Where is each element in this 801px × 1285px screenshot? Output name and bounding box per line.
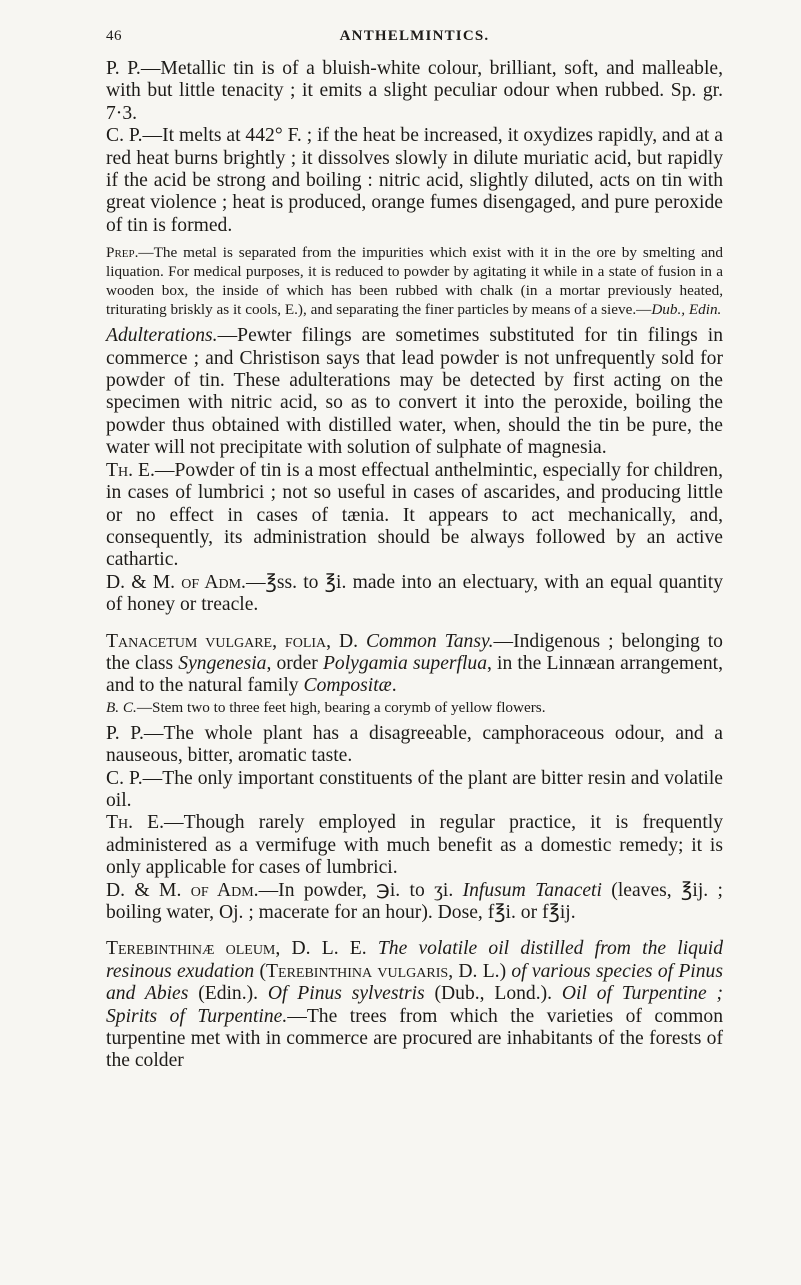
bc-label: B. C. [106, 698, 137, 716]
paragraph-tin-chemical-properties: C. P.—It melts at 442° F. ; if the heat be increased, it oxydizes rapidly, and at a red heat burns brightly ; it dissolves slowly in dilute muriatic acid, but rapidly if the acid be strong and boiling : nitric acid, slightly diluted, acts on tin with great violence ; heat is produced, orange fumes disengaged, and pure peroxide of tin is formed. [106, 125, 723, 236]
tanacetum-text: , in the Linnæan arrangement, and to the natural family [106, 652, 723, 697]
th2-label: Th. E. [106, 812, 165, 834]
bc-text: —Stem two to three feet high, bearing a corymb of yellow flowers. [136, 698, 546, 716]
ter-italic: Of Pinus sylvestris [267, 983, 425, 1005]
paragraph-terebinthinae [106, 938, 723, 1072]
ter-italic: of various species of [511, 960, 674, 982]
tanacetum-class: Syngenesia [178, 652, 267, 674]
paragraph-tanacetum [106, 631, 723, 698]
th-text: —Powder of tin is a most effectual anthelmintic, especially for children, in cases of lumbrici ; not so useful in cases of ascarides, and producing little or no effect in cases of tænia. It appears to act mechanically, and, consequently, its administration should be always followed by an active cathartic. [106, 459, 723, 571]
tanacetum-text: , order [266, 652, 323, 674]
dm2-text: (leaves, ℥ij. ; boiling water, Oj. ; macerate for an hour). Dose, f℥i. or f℥ij. [106, 879, 723, 923]
tanacetum-common-name: Common Tansy. [365, 630, 494, 652]
prep-source: Dub., Edin. [651, 301, 722, 319]
running-title: ANTHELMINTICS. [339, 28, 490, 44]
ter-text: (Dub., Lond.). [424, 983, 562, 1005]
paragraph-tansy-dose [106, 880, 723, 925]
ter-italic: Oil of Turpentine ; Spirits of Turpentine. [106, 983, 723, 1027]
ter-text: , D. L.) [448, 960, 512, 982]
tanacetum-order: Polygamia superflua [322, 652, 488, 674]
tanacetum-text: —Indigenous ; belonging to the class [106, 630, 723, 674]
ter-text: ( [254, 960, 267, 982]
paragraph-tansy-chemical-properties: C. P.—The only important constituents of the plant are bitter resin and volatile oil. [106, 767, 723, 811]
paragraph-dose [106, 572, 723, 617]
ter-italic: Pinus and Abies [106, 960, 723, 1005]
paragraph-adulterations [106, 325, 723, 459]
th-label: Th. E. [106, 459, 155, 481]
dm2-label: D. & M. of Adm. [106, 879, 259, 901]
paragraph-therapeutic-effects [106, 460, 723, 572]
paragraph-tansy-physical-properties: P. P.—The whole plant has a disagreeable, camphoraceous odour, and a nauseous, bitter, aromatic taste. [106, 722, 723, 767]
terebinthinae-heading: Terebinthinæ oleum, D. L. E. [106, 938, 367, 960]
adulterations-text: —Pewter filings are sometimes substituted for tin filings in commerce ; and Christison says that lead powder is not unfrequently sold for powder of tin. These adulterations may be detected by first acting on the specimen with nitric acid, so as to convert it into the peroxide, boiling the powder thus obtained with distilled water, when, should the tin be pure, the water will not precipitate with solution of sulphate of magnesia. [106, 325, 723, 459]
tanacetum-text: . [391, 675, 397, 697]
terebinthina-vulgaris: Terebinthina vulgaris [266, 960, 449, 982]
dm-text: —℥ss. to ℥i. made into an electuary, with an equal quantity of honey or treacle. [106, 571, 723, 616]
prep-text: —The metal is separated from the impurities which exist with it in the ore by smelting and liquation. For medical purposes, it is reduced to powder by agitating it while in a state of fusion in a wooden box, the inside of which has been rubbed with chalk (in a mortar previously heated, triturating briskly as it cools, E.), and separating the finer particles by means of a sieve.— [106, 244, 723, 319]
page-number: 46 [106, 28, 122, 44]
paragraph-tansy-therapeutic-effects [106, 812, 723, 879]
paragraph-preparation [106, 243, 723, 319]
tanacetum-family: Compositæ [303, 675, 392, 697]
adulterations-label: Adulterations. [106, 325, 218, 347]
ter-text: (Edin.). [188, 983, 268, 1005]
terebinthinae-description: The volatile oil distilled from the liquid resinous exudation [106, 938, 724, 982]
prep-label: Prep. [106, 244, 139, 262]
ter-text: —The trees from which the varieties of common turpentine met with in commerce are procured are inhabitants of the forests of the colder [106, 1005, 724, 1072]
infusum-tanaceti: Infusum Tanaceti [462, 879, 602, 901]
th2-text: —Though rarely employed in regular practice, it is frequently administered as a vermifuge with much benefit as a domestic remedy; it is only applicable for cases of lumbrici. [106, 812, 723, 879]
running-header [106, 28, 723, 58]
paragraph-tin-physical-properties: P. P.—Metallic tin is of a bluish-white colour, brilliant, soft, and malleable, with but little tenacity ; it emits a slight peculiar odour when rubbed. Sp. gr. 7·3. [106, 58, 723, 124]
dm2-text: —In powder, ℈i. to ʒi. [258, 879, 463, 901]
tanacetum-heading: Tanacetum vulgare, folia, D. [106, 630, 359, 652]
dm-label: D. & M. of Adm. [106, 571, 246, 593]
paragraph-botanical-characters [106, 698, 723, 717]
